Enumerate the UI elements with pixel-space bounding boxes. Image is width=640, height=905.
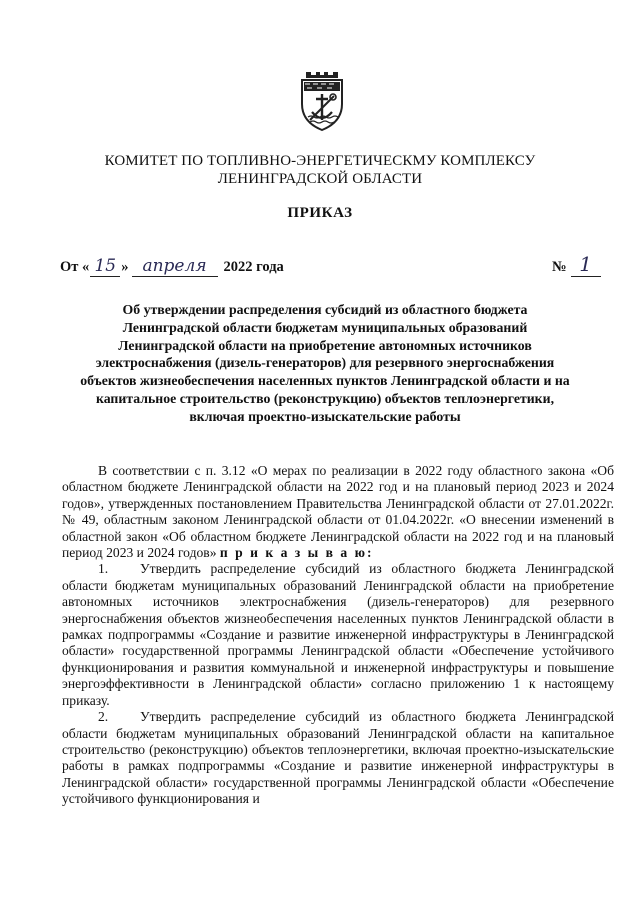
item-1-number: 1.	[98, 561, 109, 577]
organization-line-2: ЛЕНИНГРАДСКОЙ ОБЛАСТИ	[217, 171, 423, 187]
subject-line: включая проектно-изыскательские работы	[189, 408, 461, 424]
order-word: п р и к а з ы в а ю:	[219, 545, 374, 561]
item-1-text: Утвердить распределение субсидий из областного бюджета Ленинградской области бюджетам муниципальных образований Ленинградской области на приобретение автономных источников электроснабжения (дизель-генераторов) для резервного энергоснабжения объектов жизнеобеспечения населенных пунктов Ленинградской области в рамках подпрограммы «Создание и развитие инженерной инфраструктуры в Ленинградской области» государственной программы Ленинградской области «Обеспечение устойчивого функционирования и развития коммунальной и инженерной инфраструктуры и повышение энергоэффективности в Ленинградской области» согласно приложению 1 к настоящему приказу.	[62, 561, 614, 708]
number-label: №	[552, 259, 567, 275]
date-month: апреля	[132, 256, 218, 277]
document-type-title: ПРИКАЗ	[287, 205, 353, 221]
subject-line: капитальное строительство (реконструкцию) объектов теплоэнергетики,	[95, 390, 555, 406]
document-body	[62, 463, 614, 808]
item-1-paragraph	[62, 561, 614, 709]
subject-line: электроснабжения (дизель-генераторов) для резервного энергоснабжения	[95, 355, 555, 371]
date-year: 2022 года	[223, 259, 284, 275]
subject-line: Ленинградской области на приобретение автономных источников	[118, 337, 532, 353]
date-mid: »	[121, 259, 129, 275]
subject-line: Об утверждении распределения субсидий из областного бюджета	[122, 302, 528, 317]
coat-of-arms-icon	[296, 70, 348, 132]
intro-paragraph	[62, 463, 614, 561]
number-value: 1	[571, 252, 601, 277]
document-subject	[60, 301, 590, 426]
item-2-number: 2.	[98, 709, 109, 725]
intro-text: В соответствии с п. 3.12 «О мерах по реализации в 2022 году областного закона «Об областном бюджете Ленинградской области на 2022 год и на плановый период 2023 и 2024 годов», утвержденных постановлением Правительства Ленинградской области от 27.01.2022г. № 49, областным законом Ленинградской области от 01.04.2022г. «О внесении изменений в областной закон «Об областном бюджете Ленинградской области на 2022 год и на плановый период 2023 и 2024 годов»	[62, 463, 614, 561]
item-2-paragraph	[62, 709, 614, 807]
subject-line: объектов жизнеобеспечения населенных пунктов Ленинградской области и на	[80, 373, 570, 389]
date-prefix: От «	[60, 259, 90, 275]
date-line	[60, 256, 284, 277]
organization-line-1: КОМИТЕТ ПО ТОПЛИВНО-ЭНЕРГЕТИЧЕСКМУ КОМПЛЕКСУ	[104, 153, 536, 169]
item-2-text: Утвердить распределение субсидий из областного бюджета Ленинградской области бюджетам муниципальных образований Ленинградской области на капитальное строительство (реконструкцию) объектов теплоэнергетики, включая проектно-изыскательские работы в рамках подпрограммы «Создание и развитие инженерной инфраструктуры в Ленинградской области» государственной программы Ленинградской области «Обеспечение устойчивого функционирования и	[62, 709, 614, 807]
organization-heading	[40, 152, 600, 188]
date-day: 15	[90, 256, 120, 277]
document-number	[552, 252, 601, 277]
subject-line: Ленинградской области бюджетам муниципальных образований	[122, 319, 528, 335]
